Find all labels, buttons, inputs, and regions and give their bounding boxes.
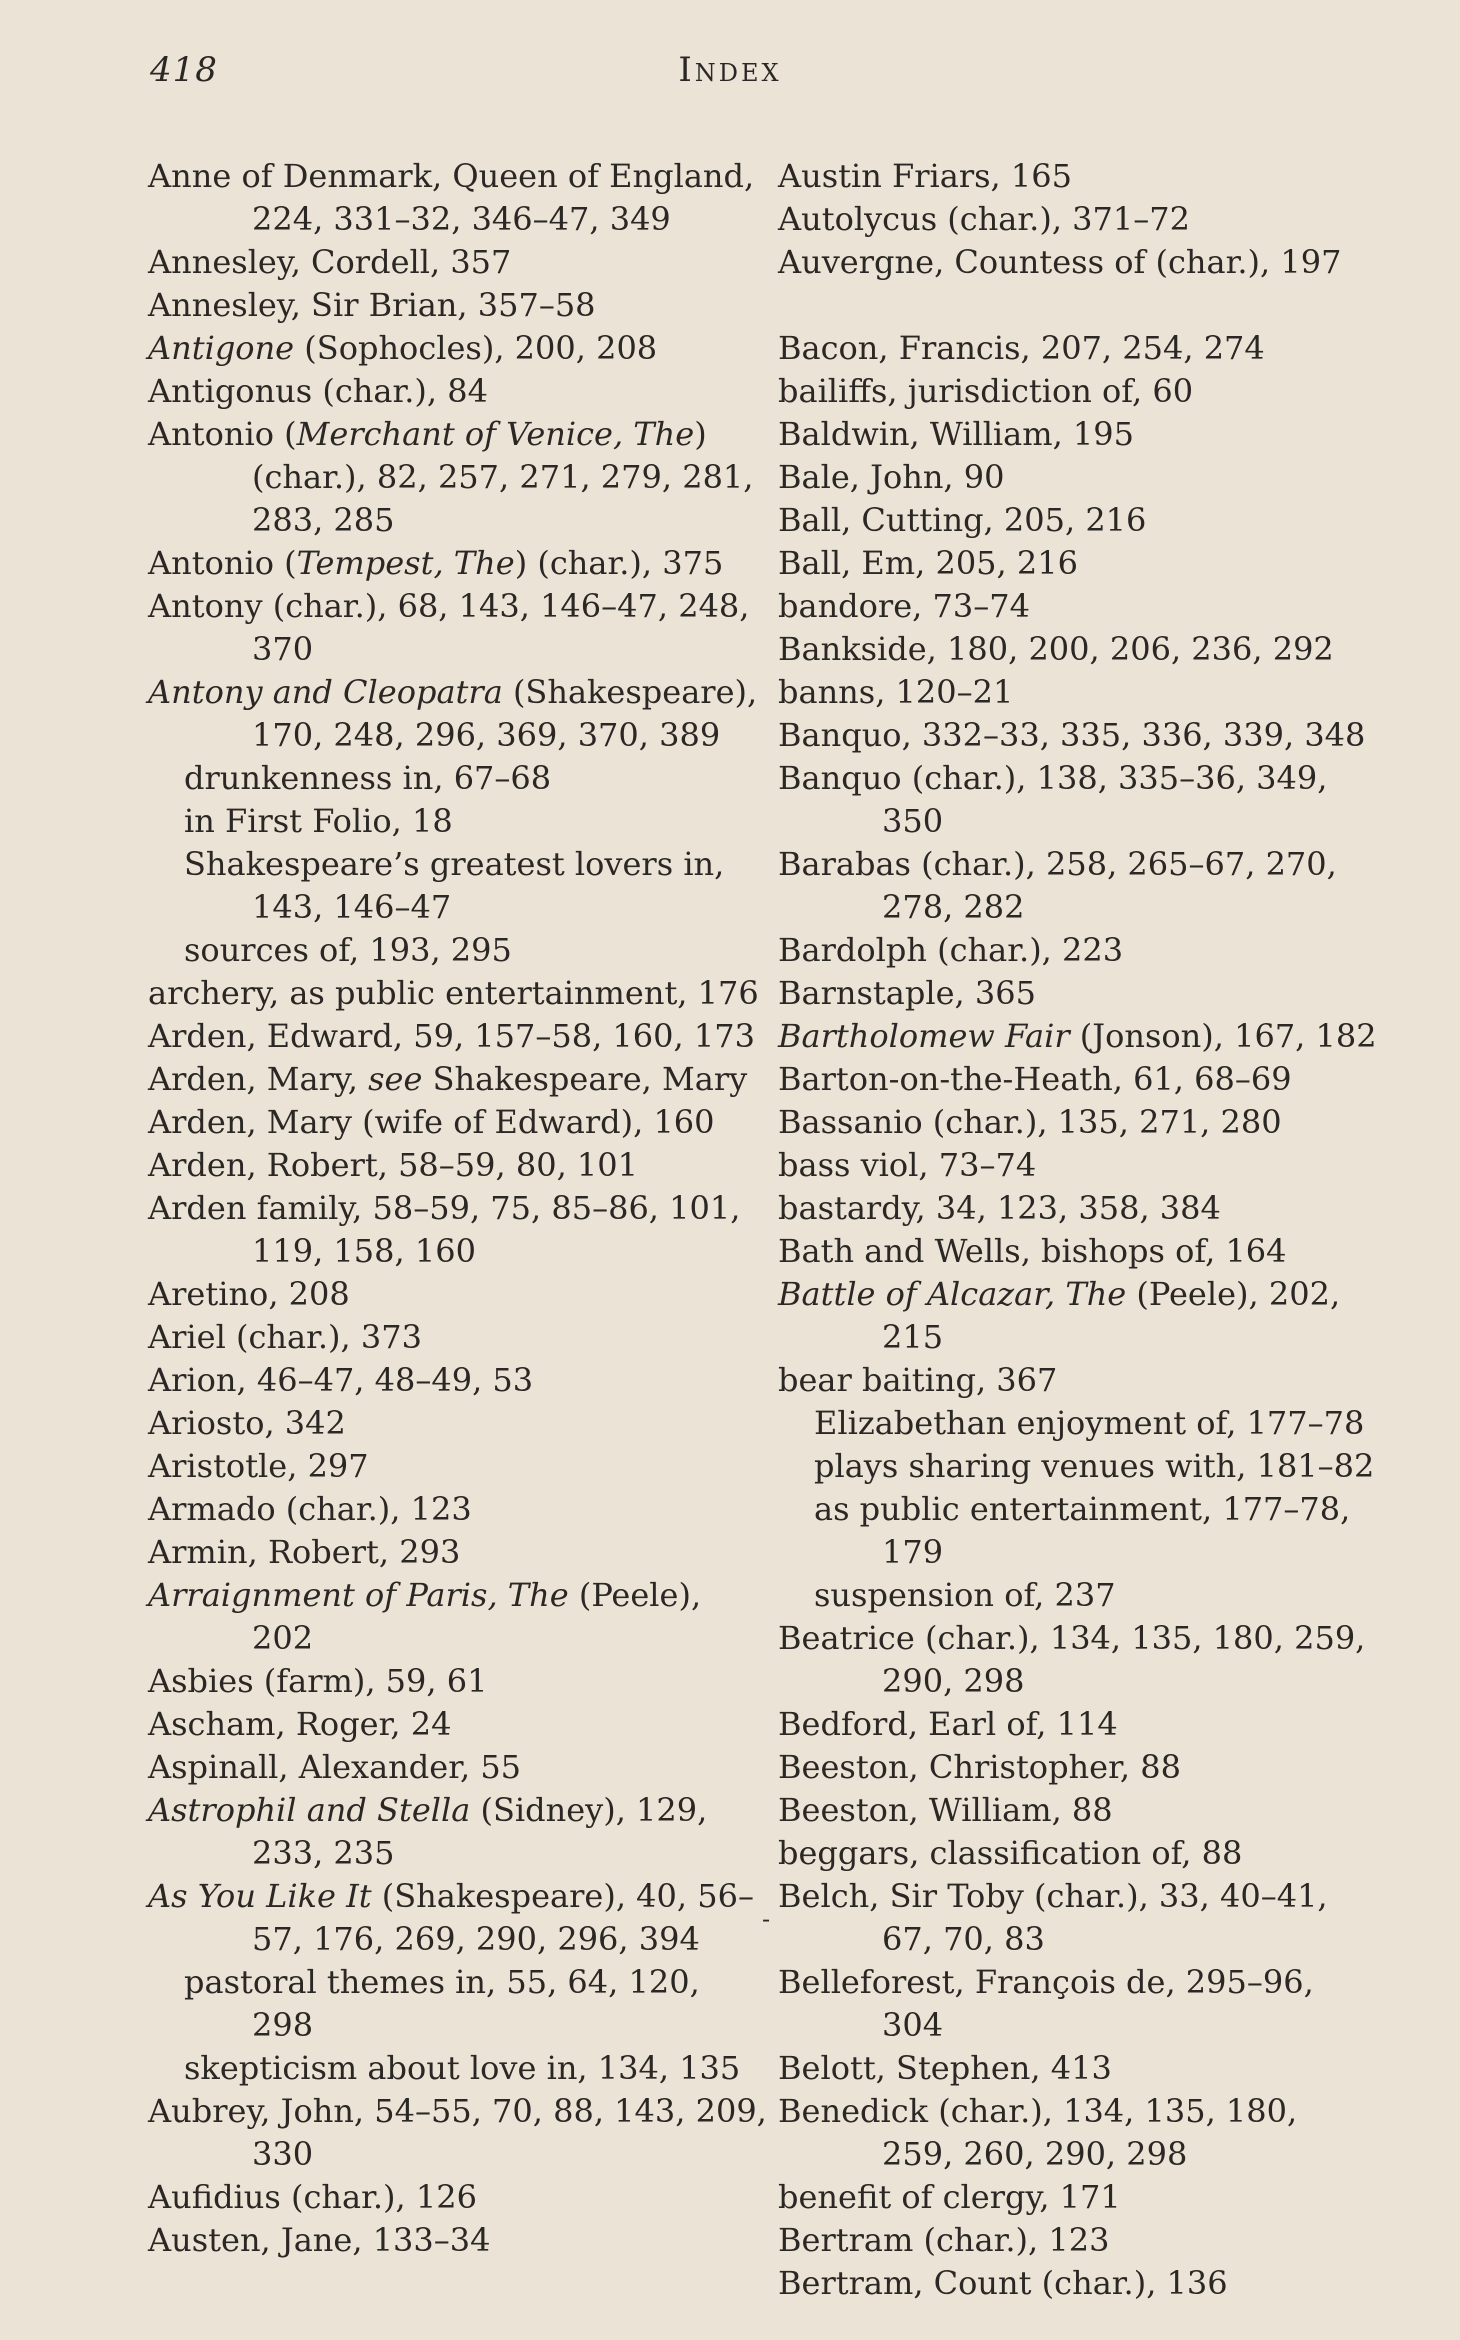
entry-title: Merchant of Venice, The	[296, 415, 695, 453]
entry-text: Baldwin, William, 195	[778, 415, 1134, 453]
entry-text: Aretino, 208	[148, 1275, 350, 1313]
index-entry	[148, 1058, 768, 1101]
entry-title: As You Like It	[148, 1877, 372, 1915]
index-entry	[148, 284, 768, 327]
entry-text: Ariosto, 342	[148, 1404, 346, 1442]
index-entry	[778, 2219, 1378, 2262]
entry-text: Benedick (char.), 134, 135, 180, 259, 260, 290, 298	[778, 2092, 1298, 2173]
entry-text: Bertram, Count (char.), 136	[778, 2264, 1228, 2302]
entry-text: as public entertainment, 177–78, 179	[814, 1490, 1351, 1571]
index-entry	[148, 1015, 768, 1058]
index-subentry	[148, 2047, 768, 2090]
entry-title: Bartholomew Fair	[778, 1017, 1070, 1055]
entry-text: Austen, Jane, 133–34	[148, 2221, 491, 2259]
index-entry	[778, 1703, 1378, 1746]
entry-text: beggars, classification of, 88	[778, 1834, 1243, 1872]
index-entry	[778, 714, 1378, 757]
entry-text: Shakespeare, Mary	[422, 1060, 748, 1098]
index-entry	[148, 1488, 768, 1531]
entry-text: bastardy, 34, 123, 358, 384	[778, 1189, 1221, 1227]
entry-text: (Sidney), 129, 233, 235	[252, 1791, 708, 1872]
entry-text: Arden, Edward, 59, 157–58, 160, 173	[148, 1017, 755, 1055]
entry-text: Belch, Sir Toby (char.), 33, 40–41, 67, 70, 83	[778, 1877, 1328, 1958]
index-entry	[148, 1445, 768, 1488]
entry-text: Aspinall, Alexander, 55	[148, 1748, 522, 1786]
index-subentry	[778, 1574, 1378, 1617]
entry-text: Ascham, Roger, 24	[148, 1705, 452, 1743]
entry-text: drunkenness in, 67–68	[184, 759, 552, 797]
index-entry	[778, 1015, 1378, 1058]
index-entry	[778, 1101, 1378, 1144]
index-subentry	[148, 843, 768, 929]
entry-text: Arden family, 58–59, 75, 85–86, 101, 119, 158, 160	[148, 1189, 741, 1270]
index-entry	[778, 456, 1378, 499]
entry-text: skepticism about love in, 134, 135	[184, 2049, 741, 2087]
index-entry	[778, 327, 1378, 370]
index-entry	[148, 585, 768, 671]
index-entry	[778, 1961, 1378, 2047]
running-head: Index	[678, 50, 782, 90]
index-entry	[148, 1316, 768, 1359]
index-subentry	[778, 1488, 1378, 1574]
entry-text: Bassanio (char.), 135, 271, 280	[778, 1103, 1282, 1141]
index-entry	[148, 327, 768, 370]
entry-text: Armin, Robert, 293	[148, 1533, 461, 1571]
section-gap	[778, 284, 1378, 327]
index-entry	[148, 2219, 768, 2262]
index-entry	[148, 542, 768, 585]
index-entry	[778, 2090, 1378, 2176]
entry-text: ) (char.), 375	[514, 544, 724, 582]
entry-text: Asbies (farm), 59, 61	[148, 1662, 488, 1700]
entry-text: Bale, John, 90	[778, 458, 1005, 496]
entry-text: (Sophocles), 200, 208	[294, 329, 658, 367]
entry-text: in First Folio, 18	[184, 802, 453, 840]
entry-text: (Peele), 202	[252, 1576, 702, 1657]
entry-text: Antigonus (char.), 84	[148, 372, 488, 410]
index-entry	[778, 1832, 1378, 1875]
entry-text: plays sharing venues with, 181–82	[814, 1447, 1375, 1485]
entry-title: see	[368, 1060, 423, 1098]
index-entry	[148, 1144, 768, 1187]
page-number: 418	[150, 50, 218, 90]
index-entry	[778, 499, 1378, 542]
entry-text: bandore, 73–74	[778, 587, 1030, 625]
entry-title: Battle of Alcazar, The	[778, 1275, 1127, 1313]
index-entry	[778, 241, 1378, 284]
entry-text: (Jonson), 167, 182	[1069, 1017, 1377, 1055]
entry-text: suspension of, 237	[814, 1576, 1116, 1614]
index-entry	[148, 155, 768, 241]
entry-title: Astrophil and Stella	[148, 1791, 471, 1829]
index-entry	[148, 2176, 768, 2219]
index-entry	[148, 972, 768, 1015]
entry-text: Arden, Mary (wife of Edward), 160	[148, 1103, 715, 1141]
index-entry	[778, 413, 1378, 456]
index-subentry	[778, 1402, 1378, 1445]
entry-text: Banquo (char.), 138, 335–36, 349, 350	[778, 759, 1328, 840]
index-entry	[778, 1789, 1378, 1832]
entry-text: Banquo, 332–33, 335, 336, 339, 348	[778, 716, 1366, 754]
entry-text: Annesley, Cordell, 357	[148, 243, 512, 281]
entry-text: ) (char.), 82, 257, 271, 279, 281, 283, 285	[252, 415, 754, 539]
index-entry	[148, 671, 768, 757]
index-entry	[148, 370, 768, 413]
index-column-right	[778, 155, 1378, 2305]
index-entry	[778, 2047, 1378, 2090]
index-entry	[148, 413, 768, 542]
index-entry	[778, 1058, 1378, 1101]
entry-title: Arraignment of Paris, The	[148, 1576, 569, 1614]
entry-text: Antonio (	[148, 544, 297, 582]
index-entry	[148, 1746, 768, 1789]
entry-text: Aubrey, John, 54–55, 70, 88, 143, 209, 330	[148, 2092, 767, 2173]
entry-text: bailiffs, jurisdiction of, 60	[778, 372, 1194, 410]
entry-text: Austin Friars, 165	[778, 157, 1072, 195]
entry-text: bass viol, 73–74	[778, 1146, 1037, 1184]
entry-text: Ariel (char.), 373	[148, 1318, 422, 1356]
index-subentry	[778, 1445, 1378, 1488]
entry-text: Bath and Wells, bishops of, 164	[778, 1232, 1287, 1270]
index-entry	[778, 2176, 1378, 2219]
entry-text: bear baiting, 367	[778, 1361, 1058, 1399]
index-entry	[778, 1617, 1378, 1703]
entry-text: Ball, Cutting, 205, 216	[778, 501, 1147, 539]
index-entry	[148, 241, 768, 284]
entry-text: Arden, Robert, 58–59, 80, 101	[148, 1146, 638, 1184]
index-column-left	[148, 155, 771, 2262]
entry-text: (Shakespeare), 170, 248, 296, 369, 370, 389	[252, 673, 758, 754]
entry-text: Arden, Mary,	[148, 1060, 369, 1098]
margin-mark: -	[762, 1905, 771, 1933]
entry-text: Armado (char.), 123	[148, 1490, 472, 1528]
entry-text: Ball, Em, 205, 216	[778, 544, 1078, 582]
entry-text: Aufidius (char.), 126	[148, 2178, 477, 2216]
index-subentry	[148, 800, 768, 843]
index-entry	[148, 2090, 768, 2176]
index-entry	[778, 757, 1378, 843]
index-entry	[148, 1703, 768, 1746]
index-entry	[778, 628, 1378, 671]
entry-text: Barabas (char.), 258, 265–67, 270, 278, 282	[778, 845, 1337, 926]
entry-text: Bedford, Earl of, 114	[778, 1705, 1118, 1743]
entry-text: Belott, Stephen, 413	[778, 2049, 1112, 2087]
index-entry	[778, 671, 1378, 714]
entry-title: Tempest, The	[296, 544, 515, 582]
entry-text: Beatrice (char.), 134, 135, 180, 259, 290, 298	[778, 1619, 1366, 1700]
entry-text: Aristotle, 297	[148, 1447, 369, 1485]
index-entry	[778, 1187, 1378, 1230]
entry-text: Beeston, Christopher, 88	[778, 1748, 1181, 1786]
entry-text: pastoral themes in, 55, 64, 120, 298	[184, 1963, 700, 2044]
index-entry	[148, 1101, 768, 1144]
index-entry	[148, 1574, 768, 1660]
entry-title: Antony and Cleopatra	[148, 673, 503, 711]
index-entry	[778, 1273, 1378, 1359]
index-entry	[778, 929, 1378, 972]
entry-text: Bertram (char.), 123	[778, 2221, 1110, 2259]
entry-title: Antigone	[148, 329, 295, 367]
entry-text: Anne of Denmark, Queen of England, 224, 331–32, 346–47, 349	[148, 157, 755, 238]
entry-text: Barton-on-the-Heath, 61, 68–69	[778, 1060, 1292, 1098]
entry-text: banns, 120–21	[778, 673, 1014, 711]
index-entry	[778, 1230, 1378, 1273]
index-entry	[148, 1875, 771, 1961]
index-entry	[778, 1144, 1378, 1187]
index-entry	[778, 198, 1378, 241]
index-entry	[778, 1875, 1378, 1961]
entry-text: Arion, 46–47, 48–49, 53	[148, 1361, 534, 1399]
entry-text: Barnstaple, 365	[778, 974, 1036, 1012]
index-entry	[778, 585, 1378, 628]
entry-text: Beeston, William, 88	[778, 1791, 1113, 1829]
index-entry	[778, 155, 1378, 198]
index-entry	[148, 1187, 768, 1273]
index-entry	[778, 1746, 1378, 1789]
index-entry	[778, 542, 1378, 585]
entry-text: Bardolph (char.), 223	[778, 931, 1124, 969]
index-subentry	[148, 757, 768, 800]
index-entry	[148, 1273, 768, 1316]
index-entry	[778, 1359, 1378, 1402]
index-entry	[148, 1789, 768, 1875]
index-subentry	[148, 929, 768, 972]
index-entry	[778, 370, 1378, 413]
entry-text: Bacon, Francis, 207, 254, 274	[778, 329, 1265, 367]
index-entry	[778, 843, 1378, 929]
index-entry	[148, 1359, 768, 1402]
entry-text: sources of, 193, 295	[184, 931, 512, 969]
entry-text: archery, as public entertainment, 176	[148, 974, 759, 1012]
entry-text: Belleforest, François de, 295–96, 304	[778, 1963, 1314, 2044]
entry-text: Antonio (	[148, 415, 297, 453]
index-entry	[778, 972, 1378, 1015]
entry-text: Auvergne, Countess of (char.), 197	[778, 243, 1342, 281]
entry-text: Antony (char.), 68, 143, 146–47, 248, 370	[148, 587, 750, 668]
index-entry	[778, 2262, 1378, 2305]
entry-text: Annesley, Sir Brian, 357–58	[148, 286, 596, 324]
entry-text: Bankside, 180, 200, 206, 236, 292	[778, 630, 1334, 668]
index-entry	[148, 1531, 768, 1574]
entry-text: Elizabethan enjoyment of, 177–78	[814, 1404, 1365, 1442]
entry-text: benefit of clergy, 171	[778, 2178, 1121, 2216]
index-entry	[148, 1402, 768, 1445]
index-subentry	[148, 1961, 768, 2047]
index-entry	[148, 1660, 768, 1703]
entry-text: (Shakespeare), 40, 56–57, 176, 269, 290, 296, 394	[252, 1877, 754, 1958]
entry-text: Shakespeare’s greatest lovers in, 143, 146–47	[184, 845, 725, 926]
entry-text: Autolycus (char.), 371–72	[778, 200, 1190, 238]
entry-text: (Peele), 202, 215	[882, 1275, 1341, 1356]
